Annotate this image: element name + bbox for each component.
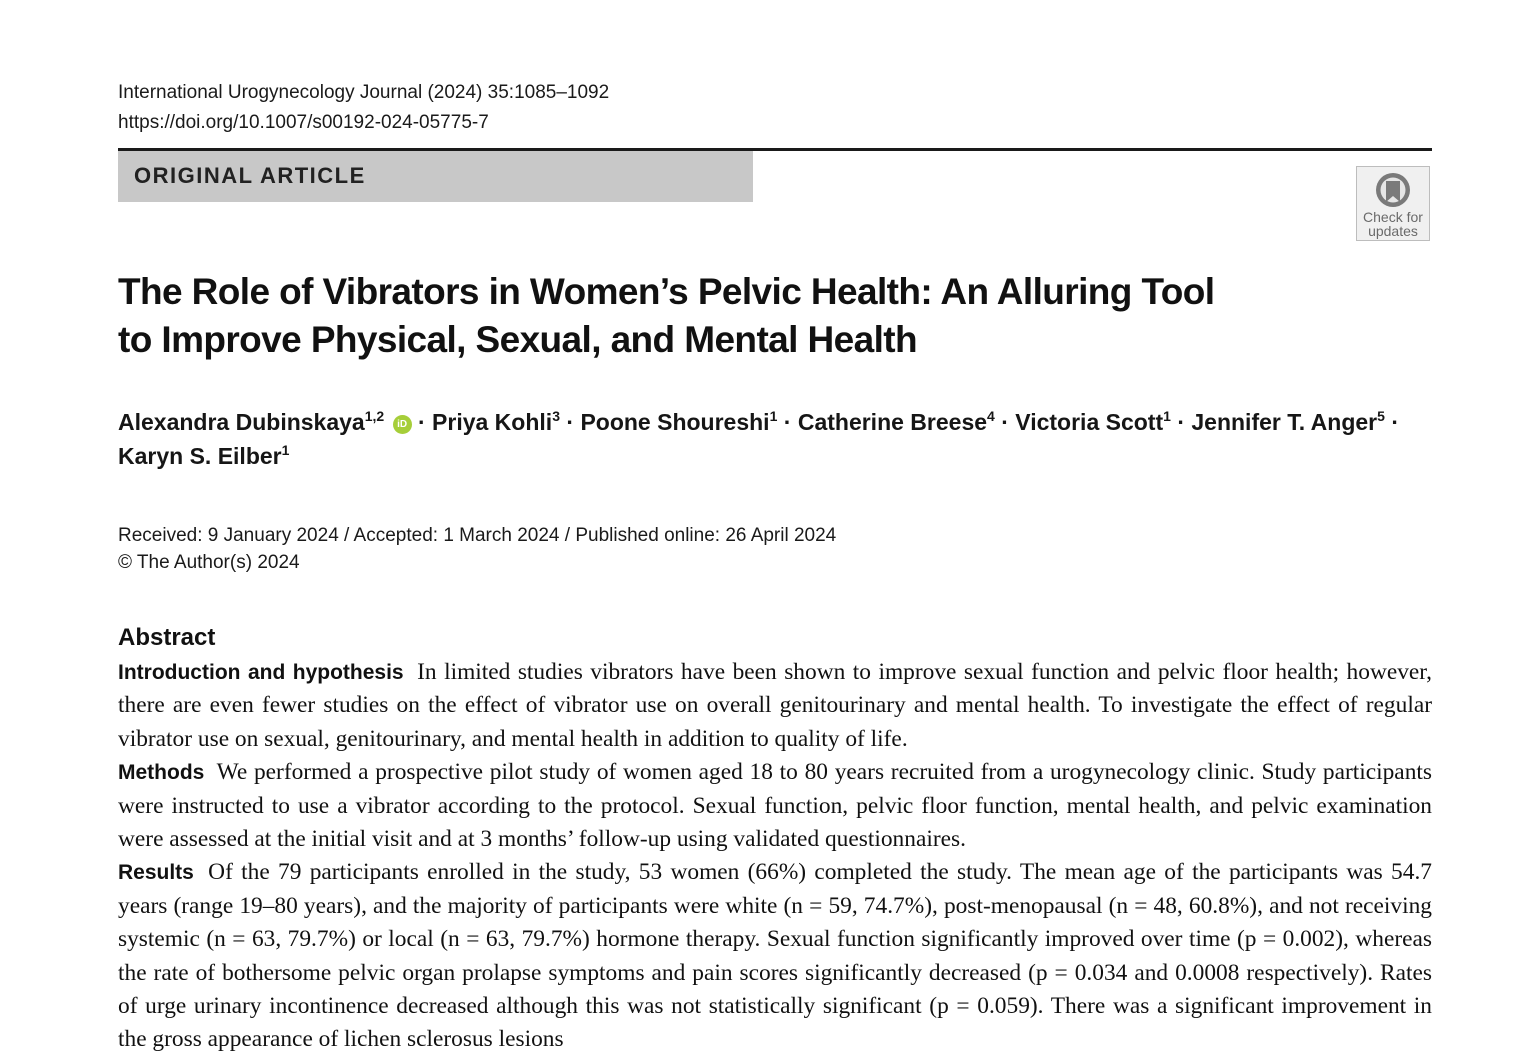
author-name[interactable]: Poone Shoureshi bbox=[580, 409, 770, 435]
abstract-section bbox=[118, 656, 1432, 756]
journal-meta bbox=[118, 78, 609, 138]
abstract-heading: Abstract bbox=[118, 624, 216, 651]
title-line-1: The Role of Vibrators in Women’s Pelvic Health: An Alluring Tool bbox=[118, 271, 1215, 312]
article-type-label: ORIGINAL ARTICLE bbox=[134, 163, 366, 188]
abstract-section-text: Of the 79 participants enrolled in the study, 53 women (66%) completed the study. The mean age of the participants was 54.7 years (range 19–80 years), and the majority of participants were white (n = 59, 74.7%), post-menopausal (n = 48, 60.8%), and not receiving systemic (n = 63, 79.7%) or local (n = 63, 79.7%) hormone therapy. Sexual function significantly improved over time (p = 0.002), whereas the rate of bothersome pelvic organ prolapse symptoms and pain scores significantly decreased (p = 0.034 and 0.0008 respectively). Rates of urge urinary incontinence decreased although this was not statistically significant (p = 0.059). There was a significant improvement in the gross appearance of lichen sclerosus lesions bbox=[118, 859, 1432, 1053]
author-separator: · bbox=[417, 409, 433, 435]
author-separator: · bbox=[566, 409, 581, 435]
check-updates-icon bbox=[1374, 171, 1412, 209]
abstract-section-label: Introduction and hypothesis bbox=[118, 661, 404, 684]
author-separator: · bbox=[1391, 409, 1399, 435]
abstract-section-label: Results bbox=[118, 861, 194, 885]
abstract-section-text: We performed a prospective pilot study of women aged 18 to 80 years recruited from a urogynecology clinic. Study participants were instructed to use a vibrator according to the protocol. Sexual function, pelvic floor function, mental health, and pelvic examination were assessed at the initial visit and at 3 months’ follow-up using validated questionnaires. bbox=[118, 759, 1432, 853]
article-type-banner bbox=[118, 151, 753, 202]
abstract-body bbox=[118, 656, 1432, 1057]
orcid-icon[interactable]: iD bbox=[393, 415, 412, 434]
author-affiliation: 1,2 bbox=[364, 408, 385, 424]
author-name[interactable]: Catherine Breese bbox=[797, 409, 988, 435]
author-affiliation: 1 bbox=[281, 442, 290, 458]
author-name[interactable]: Alexandra Dubinskaya bbox=[118, 409, 365, 435]
check-updates-label: Check for updates bbox=[1363, 209, 1423, 239]
article-title bbox=[118, 268, 1268, 364]
publication-dates bbox=[118, 522, 836, 576]
author-list bbox=[118, 405, 1436, 473]
doi-link[interactable]: https://doi.org/10.1007/s00192-024-05775-7 bbox=[118, 112, 489, 133]
author-affiliation: 5 bbox=[1377, 408, 1385, 424]
author-affiliation: 1 bbox=[769, 408, 778, 424]
copyright-notice: © The Author(s) 2024 bbox=[118, 552, 300, 573]
author-affiliation: 4 bbox=[987, 408, 995, 424]
abstract-section bbox=[118, 856, 1432, 1056]
title-line-2: to Improve Physical, Sexual, and Mental Health bbox=[118, 319, 917, 360]
author-separator: · bbox=[1177, 409, 1192, 435]
author-separator: · bbox=[1001, 409, 1016, 435]
author-separator: · bbox=[783, 409, 798, 435]
abstract-section-text: In limited studies vibrators have been shown to improve sexual function and pelvic floor health; however, there are even fewer studies on the effect of vibrator use on overall genitourinary and mental health. To investigate the effect of regular vibrator use on sexual, genitourinary, and mental health in addition to quality of life. bbox=[118, 659, 1432, 752]
author-name[interactable]: Jennifer T. Anger bbox=[1191, 409, 1378, 435]
author-name[interactable]: Karyn S. Eilber bbox=[118, 443, 282, 469]
abstract-section bbox=[118, 756, 1432, 856]
abstract-section-label: Methods bbox=[118, 761, 205, 785]
author-affiliation: 3 bbox=[552, 408, 560, 424]
journal-citation: International Urogynecology Journal (2024) 35:1085–1092 bbox=[118, 82, 610, 103]
author-name[interactable]: Priya Kohli bbox=[432, 409, 553, 435]
check-for-updates-button[interactable] bbox=[1356, 166, 1430, 241]
date-history: Received: 9 January 2024 / Accepted: 1 March 2024 / Published online: 26 April 2024 bbox=[118, 525, 837, 546]
author-affiliation: 1 bbox=[1163, 408, 1171, 424]
author-name[interactable]: Victoria Scott bbox=[1015, 409, 1164, 435]
